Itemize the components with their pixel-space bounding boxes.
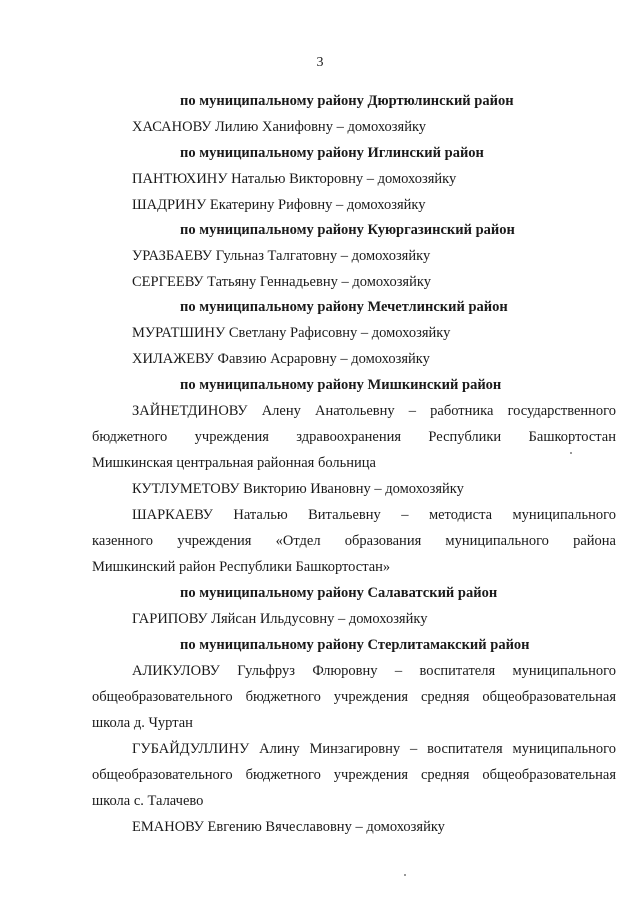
section-heading-dyurtyuli: по муниципальному району Дюртюлинский район — [180, 93, 514, 109]
section-heading-iglino: по муниципальному району Иглинский район — [180, 145, 484, 161]
entry-zaynetdinova-line-3: Мишкинская центральная районная больница — [92, 455, 376, 471]
entry-gubaydullina-line-3: школа с. Талачево — [92, 793, 204, 809]
entry-alikulova-line-3: школа д. Чуртан — [92, 715, 193, 731]
scan-speck — [570, 452, 572, 454]
section-heading-mishkino: по муниципальному району Мишкинский район — [180, 377, 502, 393]
entry-khasanova: ХАСАНОВУ Лилию Ханифовну – домохозяйку — [132, 119, 427, 135]
entry-alikulova-line-1: АЛИКУЛОВУ Гульфруз Флюровну – воспитателя муниципального — [132, 663, 616, 679]
section-heading-mechetlino: по муниципальному району Мечетлинский район — [180, 299, 508, 315]
entry-khilazheva: ХИЛАЖЕВУ Фавзию Асраровну – домохозяйку — [132, 351, 430, 367]
section-heading-kuyurgaza: по муниципальному району Куюргазинский район — [180, 222, 515, 238]
entry-sergeeva: СЕРГЕЕВУ Татьяну Геннадьевну – домохозяйку — [132, 274, 431, 290]
entry-muratshina: МУРАТШИНУ Светлану Рафисовну – домохозяйку — [132, 325, 451, 341]
entry-gubaydullina-line-2: общеобразовательного бюджетного учреждения средняя общеобразовательная — [92, 767, 616, 783]
entry-kutlumetova: КУТЛУМЕТОВУ Викторию Ивановну – домохозяйку — [132, 481, 464, 497]
scan-speck — [404, 874, 406, 876]
entry-emanova: ЕМАНОВУ Евгению Вячеславовну – домохозяйку — [132, 819, 445, 835]
entry-gubaydullina-line-1: ГУБАЙДУЛЛИНУ Алину Минзагировну – воспитателя муниципального — [132, 741, 616, 757]
entry-urazbaeva: УРАЗБАЕВУ Гульназ Талгатовну – домохозяйку — [132, 248, 431, 264]
entry-sharkaeva-line-3: Мишкинский район Республики Башкортостан» — [92, 559, 391, 575]
entry-alikulova-line-2: общеобразовательного бюджетного учреждения средняя общеобразовательная — [92, 689, 616, 705]
entry-garipova: ГАРИПОВУ Ляйсан Ильдусовну – домохозяйку — [132, 611, 428, 627]
entry-pantyukhina: ПАНТЮХИНУ Наталью Викторовну – домохозяйку — [132, 171, 457, 187]
entry-zaynetdinova-line-2: бюджетного учреждения здравоохранения Республики Башкортостан — [92, 429, 616, 445]
entry-sharkaeva-line-2: казенного учреждения «Отдел образования муниципального района — [92, 533, 616, 549]
entry-sharkaeva-line-1: ШАРКАЕВУ Наталью Витальевну – методиста муниципального — [132, 507, 616, 523]
section-heading-sterlitamak: по муниципальному району Стерлитамакский район — [180, 637, 530, 653]
section-heading-salavat: по муниципальному району Салаватский район — [180, 585, 498, 601]
page-number: 3 — [316, 55, 324, 70]
entry-shadrina: ШАДРИНУ Екатерину Рифовну – домохозяйку — [132, 197, 426, 213]
entry-zaynetdinova-line-1: ЗАЙНЕТДИНОВУ Алену Анатольевну – работника государственного — [132, 403, 616, 419]
